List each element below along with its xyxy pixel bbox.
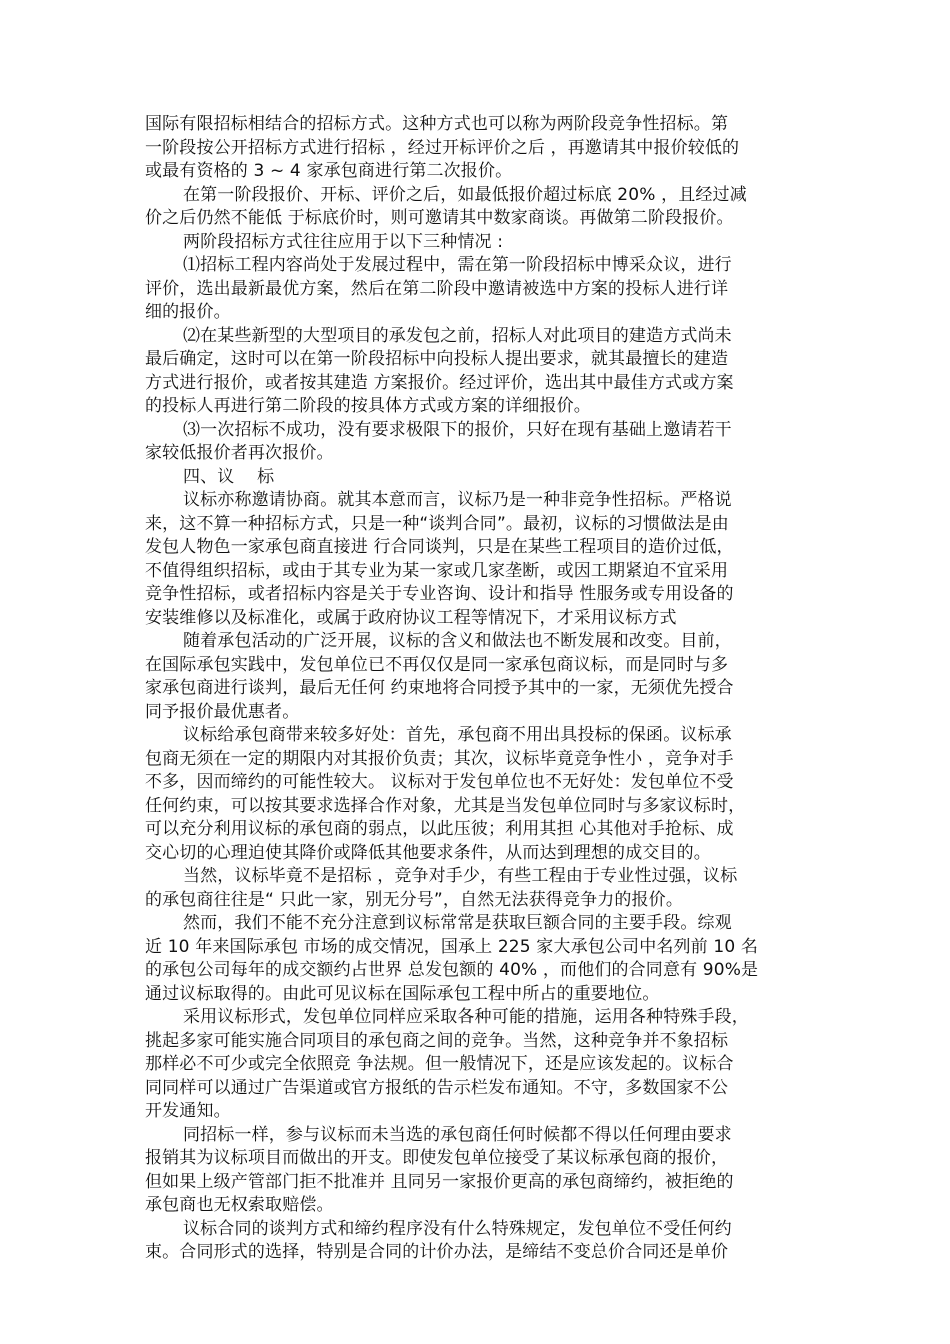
text-line: 议标合同的谈判方式和缔约程序没有什么特殊规定，发包单位不受任何约 bbox=[183, 1218, 732, 1239]
text-line: 竞争性招标，或者招标内容是关于专业咨询、设计和指导 性服务或专用设备的 bbox=[145, 584, 734, 604]
text-line: 方式进行报价，或者按其建造 方案报价。经过评价，选出其中最佳方式或方案 bbox=[145, 372, 734, 393]
text-line: 开发通知。 bbox=[145, 1101, 231, 1121]
text-line: 来，这不算一种招标方式，只是一种“谈判合同”。最初，议标的习惯做法是由 bbox=[145, 513, 729, 534]
text-line: 随着承包活动的广泛开展，议标的含义和做法也不断发展和改变。目前， bbox=[183, 631, 732, 651]
text-line: 挑起多家可能实施合同项目的承包商之间的竞争。当然，这种竞争并不象招标 bbox=[145, 1030, 729, 1051]
text-line: 承包商也无权索取赔偿。 bbox=[145, 1195, 334, 1215]
text-line: 细的报价。 bbox=[145, 302, 231, 322]
text-line: 的投标人再进行第二阶段的按具体方式或方案的详细报价。 bbox=[145, 396, 591, 416]
text-line: 家承包商进行谈判，最后无任何 约束地将合同授予其中的一家，无须优先授合 bbox=[145, 678, 734, 698]
text-line: 那样必不可少或完全依照竞 争法规。但一般情况下，还是应该发起的。议标合 bbox=[145, 1054, 734, 1074]
text-line: ⑵在某些新型的大型项目的承发包之前，招标人对此项目的建造方式尚未 bbox=[183, 325, 732, 346]
text-line: 不多，因而缔约的可能性较大。 议标对于发包单位也不无好处：发包单位不受 bbox=[145, 772, 734, 792]
text-line: 的承包商往往是“ 只此一家，别无分号”，自然无法获得竞争力的报价。 bbox=[145, 889, 683, 910]
text-line: 包商无须在一定的期限内对其报价负责；其次，议标毕竟竞争性小 ，竞争对手 bbox=[145, 748, 734, 769]
text-line: 报销其为议标项目而做出的开支。即使发包单位接受了某议标承包商的报价， bbox=[145, 1148, 729, 1168]
text-line: 同招标一样，参与议标而未当选的承包商任何时候都不得以任何理由要求 bbox=[183, 1124, 732, 1145]
text-line: 安装维修以及标准化，或属于政府协议工程等情况下，才采用议标方式 bbox=[145, 607, 677, 628]
text-line: 国际有限招标相结合的招标方式。这种方式也可以称为两阶段竞争性招标。第 bbox=[145, 114, 729, 134]
text-line: ⑶一次招标不成功，没有要求极限下的报价，只好在现有基础上邀请若干 bbox=[183, 419, 732, 440]
text-line: 同同样可以通过广告渠道或官方报纸的告示栏发布通知。不守，多数国家不公 bbox=[145, 1077, 729, 1098]
text-line: 同予报价最优惠者。 bbox=[145, 701, 300, 722]
text-line: 价之后仍然不能低 于标底价时，则可邀请其中数家商谈。再做第二阶段报价。 bbox=[145, 208, 734, 228]
text-line: 通过议标取得的。由此可见议标在国际承包工程中所占的重要地位。 bbox=[145, 983, 660, 1004]
text-line: 不值得组织招标，或由于其专业为某一家或几家垄断，或因工期紧迫不宜采用 bbox=[145, 560, 729, 581]
text-line: 在国际承包实践中，发包单位已不再仅仅是同一家承包商议标，而是同时与多 bbox=[145, 654, 729, 675]
text-line: 近 10 年来国际承包 市场的成交情况，国承上 225 家大承包公司中名列前 10 名 bbox=[145, 936, 758, 957]
text-line: 两阶段招标方式往往应用于以下三种情况 : bbox=[183, 231, 504, 252]
text-line: 可以充分利用议标的承包商的弱点，以此压彼；利用其担 心其他对手抢标、成 bbox=[145, 819, 734, 839]
text-line: 发包人物色一家承包商直接进 行合同谈判，只是在某些工程项目的造价过低， bbox=[145, 537, 734, 557]
text-line: ⑴招标工程内容尚处于发展过程中，需在第一阶段招标中博采众议，进行 bbox=[183, 255, 732, 275]
text-line: 一阶段按公开招标方式进行招标 ，经过开标评价之后 ，再邀请其中报价较低的 bbox=[145, 137, 740, 158]
text-line: 交心切的心理迫使其降价或降低其他要求条件，从而达到理想的成交目的。 bbox=[145, 842, 711, 863]
text-line: 当然，议标毕竟不是招标 ，竞争对手少，有些工程由于专业性过强，议标 bbox=[183, 866, 738, 886]
text-line: 然而，我们不能不充分注意到议标常常是获取巨额合同的主要手段。综观 bbox=[183, 913, 732, 933]
text-line: 议标亦称邀请协商。就其本意而言，议标乃是一种非竞争性招标。严格说 bbox=[183, 490, 732, 510]
text-line: 的承包公司每年的成交额约占世界 总发包额的 40% ，而他们的合同意有 90%是 bbox=[145, 960, 759, 980]
text-line: 束。合同形式的选择，特别是合同的计价办法，是缔结不变总价合同还是单价 bbox=[145, 1242, 729, 1262]
text-line: 在第一阶段报价、开标、评价之后，如最低报价超过标底 20% ，且经过减 bbox=[183, 184, 747, 205]
text-line: 议标给承包商带来较多好处：首先，承包商不用出具投标的保函。议标承 bbox=[183, 725, 732, 745]
text-line: 或最有资格的 3 ~ 4 家承包商进行第二次报价。 bbox=[145, 161, 513, 181]
text-line: 但如果上级产管部门拒不批准并 且同另一家报价更高的承包商缔约，被拒绝的 bbox=[145, 1171, 734, 1192]
text-line: 任何约束，可以按其要求选择合作对象，尤其是当发包单位同时与多家议标时， bbox=[145, 795, 746, 816]
text-line: 四、议 标 bbox=[183, 466, 275, 487]
text-line: 评价，选出最新最优方案，然后在第二阶段中邀请被选中方案的投标人进行详 bbox=[145, 278, 729, 299]
text-line: 采用议标形式，发包单位同样应采取各种可能的措施，运用各种特殊手段， bbox=[183, 1007, 749, 1027]
text-line: 家较低报价者再次报价。 bbox=[145, 443, 334, 463]
text-line: 最后确定，这时可以在第一阶段招标中向投标人提出要求，就其最擅长的建造 bbox=[145, 349, 729, 369]
document-body bbox=[145, 113, 815, 1265]
